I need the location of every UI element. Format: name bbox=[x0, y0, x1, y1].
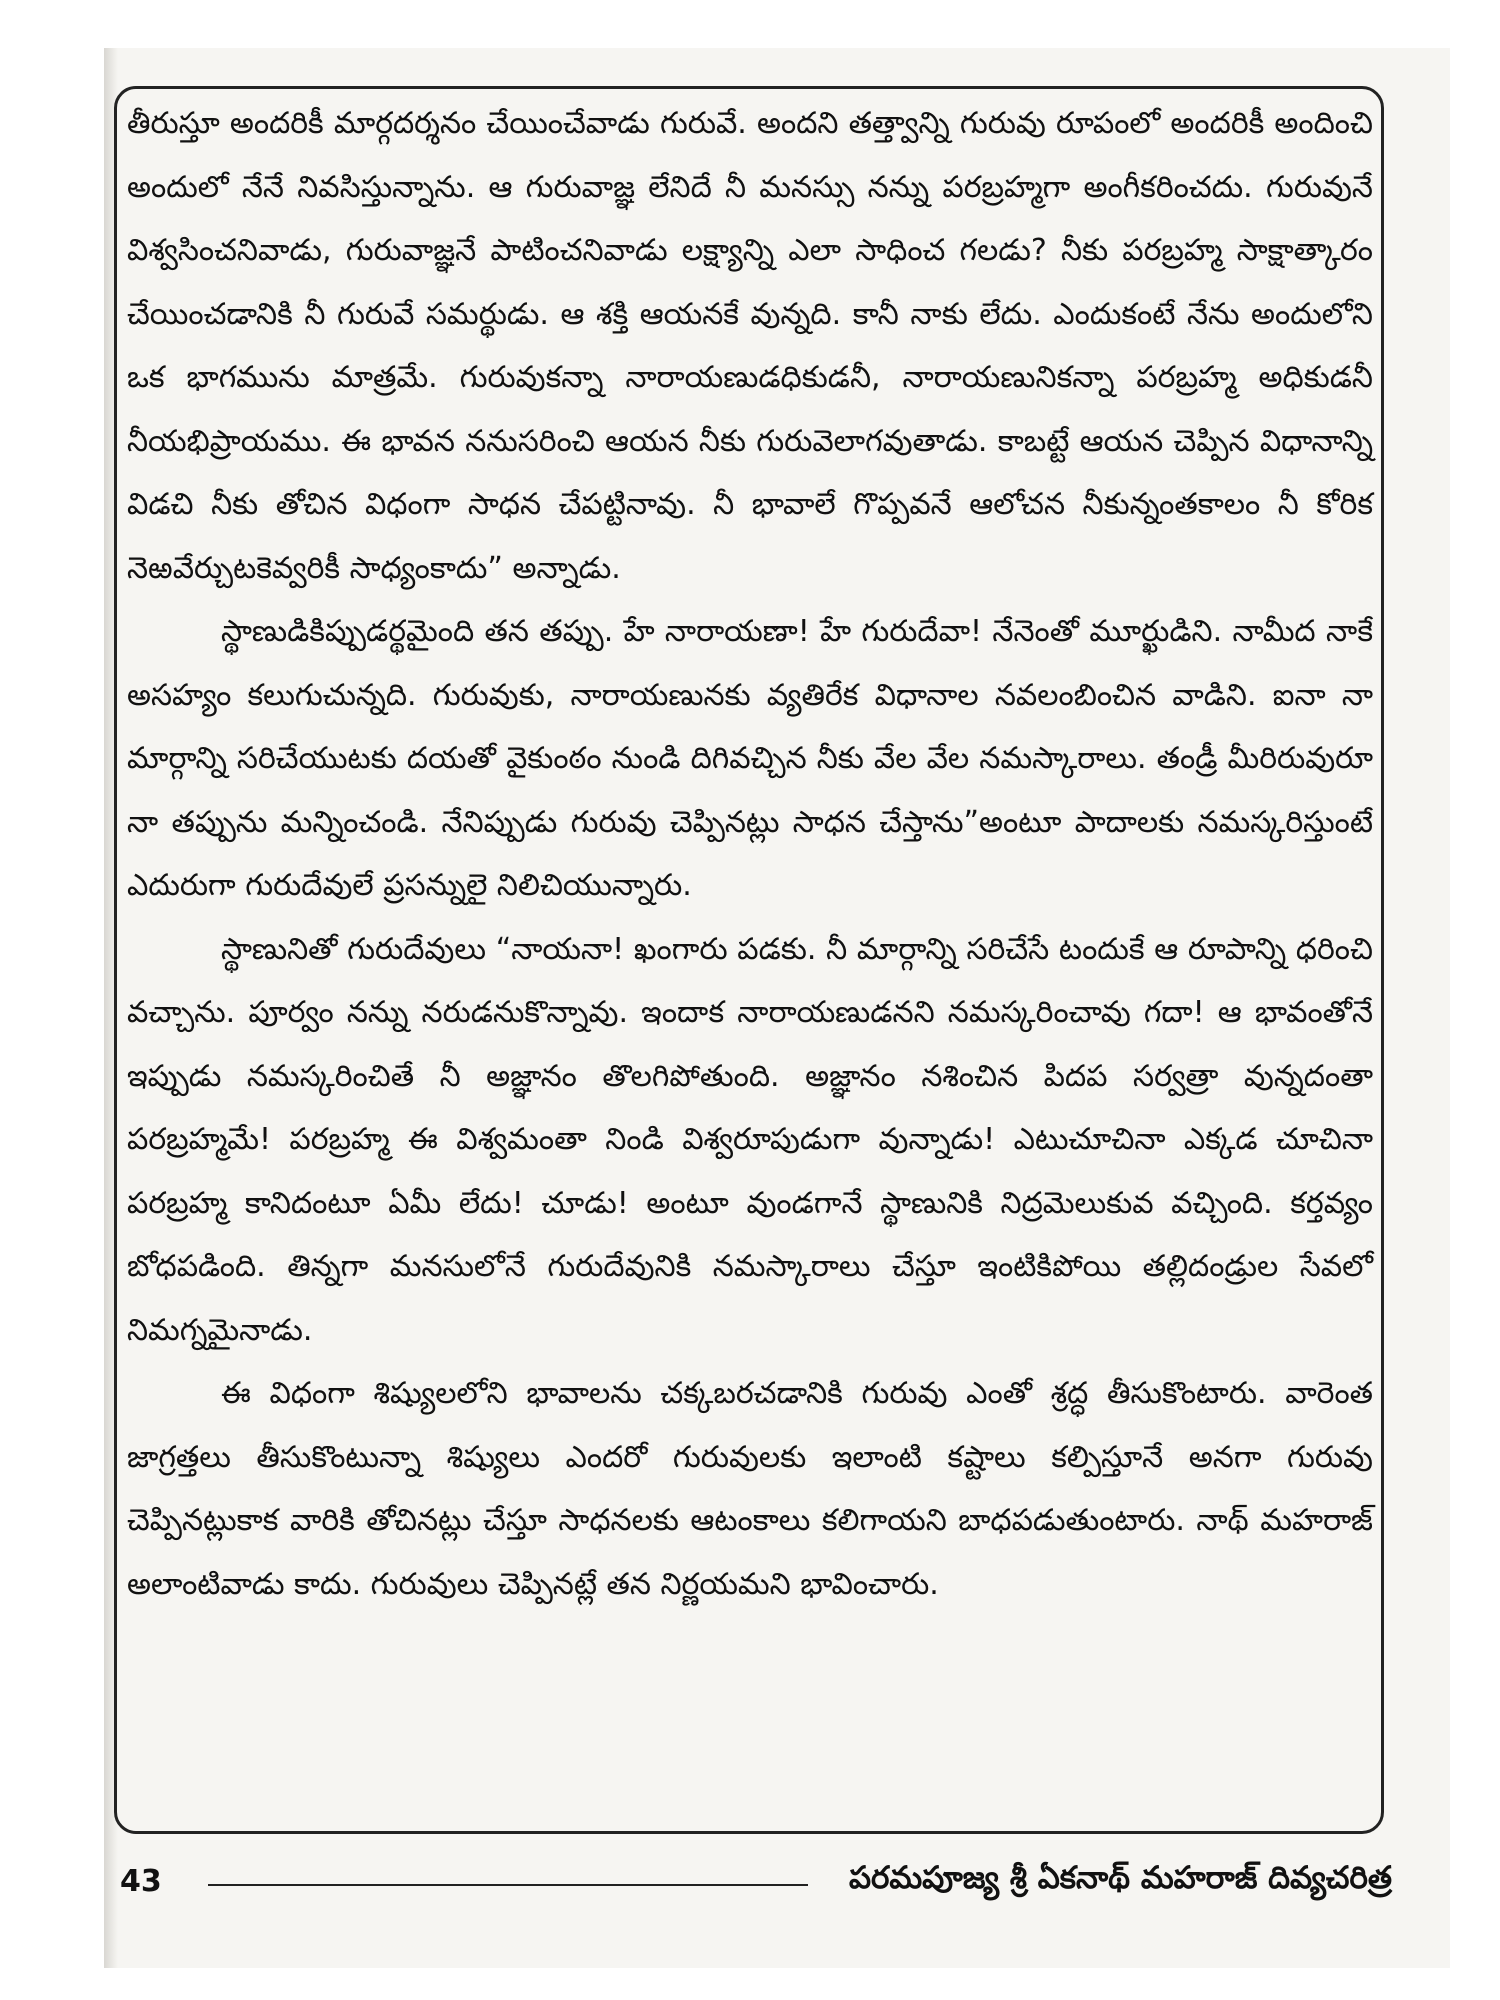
paragraph-4: ఈ విధంగా శిష్యులలోని భావాలను చక్కబరచడానికి గురువు ఎంతో శ్రద్ధ తీసుకొంటారు. వారెంత జాగ్రత్తలు తీసుకొంటున్నా శిష్యులు ఎందరో గురువులకు ఇలాంటి కష్టాలు కల్పిస్తూనే అనగా గురువు చెప్పినట్లుకాక వారికి తోచినట్లు చేస్తూ సాధనలకు ఆటంకాలు కలిగాయని బాధపడుతుంటారు. నాథ్ మహరాజ్ అలాంటివాడు కాదు. గురువులు చెప్పినట్లే తన నిర్ణయమని భావించారు. bbox=[127, 1376, 1373, 1602]
page-footer bbox=[120, 1860, 1392, 1910]
footer-divider bbox=[208, 1884, 808, 1886]
paragraph-1: తీరుస్తూ అందరికీ మార్గదర్శనం చేయించేవాడు గురువే. అందని తత్త్వాన్ని గురువు రూపంలో అందరికీ అందించి అందులో నేనే నివసిస్తున్నాను. ఆ గురువాజ్ఞ లేనిదే నీ మనస్సు నన్ను పరబ్రహ్మగా అంగీకరించదు. గురువునే విశ్వసించనివాడు, గురువాజ్ఞనే పాటించనివాడు లక్ష్యాన్ని ఎలా సాధించ గలడు? నీకు పరబ్రహ్మ సాక్షాత్కారం చేయించడానికి నీ గురువే సమర్థుడు. ఆ శక్తి ఆయనకే వున్నది. కానీ నాకు లేదు. ఎందుకంటే నేను అందులోని ఒక భాగమును మాత్రమే. గురువుకన్నా నారాయణుడధికుడనీ, నారాయణునికన్నా పరబ్రహ్మ అధికుడనీ నీయభిప్రాయము. ఈ భావన ననుసరించి ఆయన నీకు గురువెలాగవుతాడు. కాబట్టే ఆయన చెప్పిన విధానాన్ని విడచి నీకు తోచిన విధంగా సాధన చేపట్టినావు. నీ భావాలే గొప్పవనే ఆలోచన నీకున్నంతకాలం నీ కోరిక నెఱవేర్చుటకెవ్వరికీ సాధ్యంకాదు” అన్నాడు. bbox=[127, 106, 1373, 586]
paragraph-3: స్థాణునితో గురుదేవులు “నాయనా! ఖంగారు పడకు. నీ మార్గాన్ని సరిచేసే టందుకే ఆ రూపాన్ని ధరించి వచ్చాను. పూర్వం నన్ను నరుడనుకొన్నావు. ఇందాక నారాయణుడనని నమస్కరించావు గదా! ఆ భావంతోనే ఇప్పుడు నమస్కరించితే నీ అజ్ఞానం తొలగిపోతుంది. అజ్ఞానం నశించిన పిదప సర్వత్రా వున్నదంతా పరబ్రహ్మమే! పరబ్రహ్మ ఈ విశ్వమంతా నిండి విశ్వరూపుడుగా వున్నాడు! ఎటుచూచినా ఎక్కడ చూచినా పరబ్రహ్మ కానిదంటూ ఏమీ లేదు! చూడు! అంటూ వుండగానే స్థాణునికి నిద్రమెలుకువ వచ్చింది. కర్తవ్యం బోధపడింది. తిన్నగా మనసులోనే గురుదేవునికి నమస్కారాలు చేస్తూ ఇంటికిపోయి తల్లిదండ్రుల సేవలో నిమగ్నమైనాడు. bbox=[127, 931, 1373, 1348]
paragraph-2: స్థాణుడికిప్పుడర్థమైంది తన తప్పు. హే నారాయణా! హే గురుదేవా! నేనెంతో మూర్ఖుడిని. నామీద నాకే అసహ్యం కలుగుచున్నది. గురువుకు, నారాయణునకు వ్యతిరేక విధానాల నవలంబించిన వాడిని. ఐనా నా మార్గాన్ని సరిచేయుటకు దయతో వైకుంఠం నుండి దిగివచ్చిన నీకు వేల వేల నమస్కారాలు. తండ్రీ మీరిరువురూ నా తప్పును మన్నించండి. నేనిప్పుడు గురువు చెప్పినట్లు సాధన చేస్తాను”అంటూ పాదాలకు నమస్కరిస్తుంటే ఎదురుగా గురుదేవులే ప్రసన్నులై నిలిచియున్నారు. bbox=[127, 614, 1373, 903]
page-number: 43 bbox=[120, 1864, 162, 1899]
book-title: పరమపూజ్య శ్రీ ఏకనాథ్ మహరాజ్ దివ్యచరిత్ర bbox=[848, 1860, 1392, 1896]
body-text bbox=[127, 92, 1373, 1616]
